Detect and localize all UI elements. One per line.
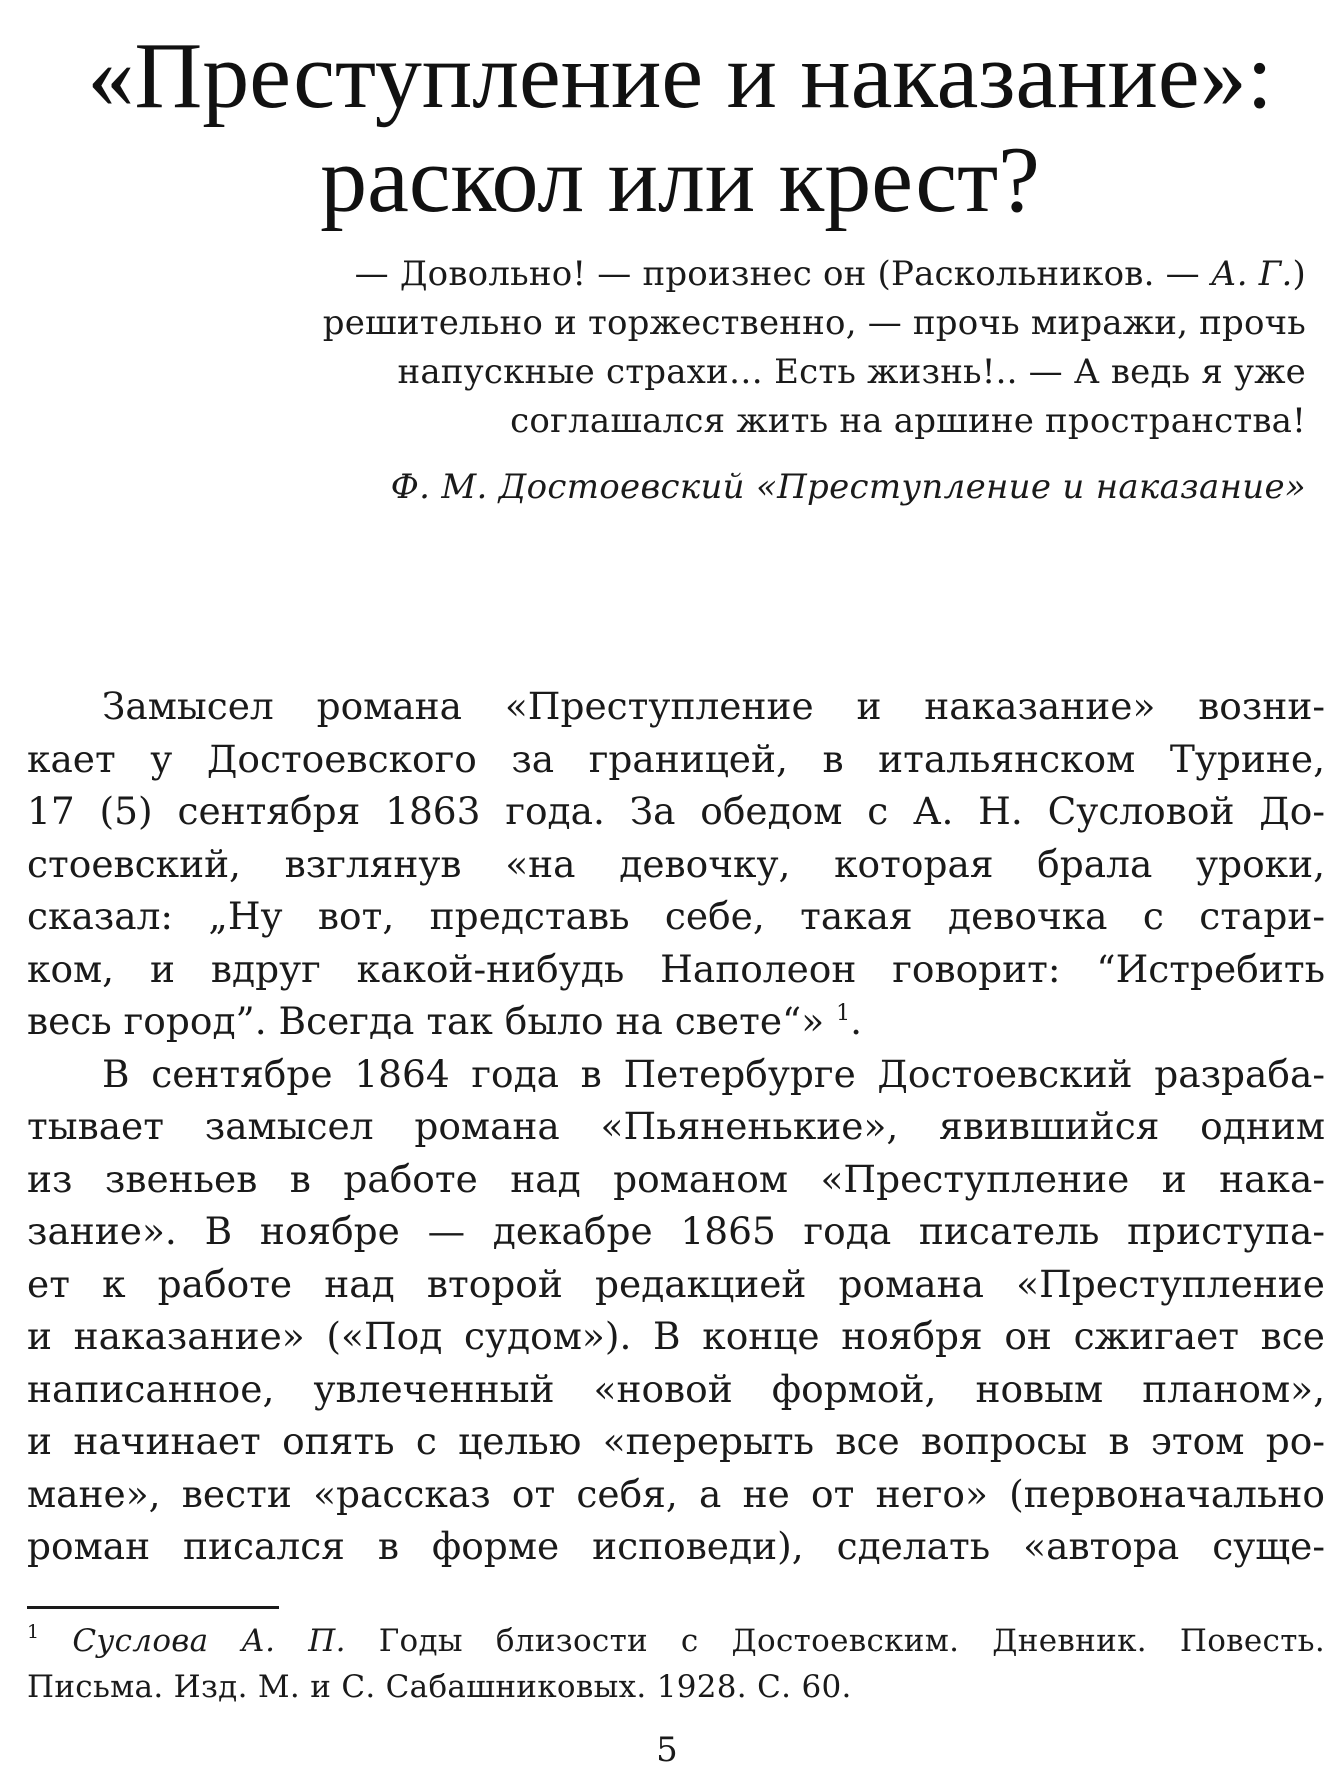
- chapter-title-line-1: «Преступление и наказание»:: [87, 24, 1273, 128]
- paragraph-2-line: тывает замысел романа «Пьяненькие», явившийся одним: [27, 1104, 1325, 1148]
- paragraph-2-line: написанное, увлеченный «новой формой, новым планом»,: [27, 1366, 1325, 1411]
- footnote-line-1-rest: Годы близости с Достоевским. Дневник. Повесть.: [345, 1623, 1325, 1659]
- chapter-title-line-2: раскол или крест?: [320, 128, 1040, 232]
- epigraph-line-3: напускные страхи… Есть жизнь!.. — А ведь я уже: [397, 352, 1306, 392]
- footnote-author: Суслова А. П.: [72, 1623, 346, 1659]
- paragraph-2-line: ет к работе над второй редакцией романа «Преступление: [27, 1261, 1325, 1306]
- body-text: [27, 680, 1325, 1573]
- epigraph: [226, 250, 1306, 446]
- footnote-marker: 1: [27, 1621, 40, 1643]
- epigraph-line-4: соглашался жить на аршине пространства!: [510, 401, 1306, 441]
- footnote: [27, 1618, 1325, 1710]
- paragraph-2-line: и начинает опять с целью «перерыть все вопросы в этом ро-: [27, 1419, 1325, 1463]
- epigraph-initials: А. Г.: [1210, 254, 1293, 294]
- paragraph-2-line: В сентябре 1864 года в Петербурге Достоевский разраба-: [102, 1051, 1325, 1096]
- footnote-line-1: [27, 1618, 1325, 1664]
- epigraph-line-1: [226, 250, 1306, 299]
- footnote-reference[interactable]: 1: [836, 1001, 851, 1026]
- paragraph-1-end: .: [850, 999, 862, 1043]
- paragraph-2-line: роман писался в форме исповеди), сделать «автора суще-: [27, 1524, 1325, 1568]
- paragraph-1-line: Замысел романа «Преступление и наказание» возни-: [102, 684, 1325, 728]
- epigraph-source: Ф. М. Достоевский «Преступление и наказание»: [390, 467, 1306, 507]
- paragraph-2-line: мане», вести «рассказ от себя, а не от него» (первоначально: [27, 1471, 1325, 1516]
- paragraph-2-line: из звеньев в работе над романом «Преступление и нака-: [27, 1156, 1325, 1201]
- paragraph-1-last-line: [27, 995, 1325, 1048]
- footnote-line-2: Письма. Изд. М. и С. Сабашниковых. 1928. С. 60.: [27, 1669, 852, 1705]
- paragraph-1-line: стоевский, взглянув «на девочку, которая брала уроки,: [27, 841, 1325, 886]
- chapter-title: [60, 24, 1300, 232]
- epigraph-line-1-close: ): [1292, 254, 1306, 294]
- footnote-divider: [27, 1606, 279, 1609]
- paragraph-1-line: 17 (5) сентября 1863 года. За обедом с А. Н. Сусловой До-: [27, 789, 1325, 833]
- page-number: 5: [656, 1730, 678, 1770]
- paragraph-1-line: сказал: „Ну вот, представь себе, такая девочка с стари-: [27, 894, 1325, 938]
- paragraph-1-last-text: весь город”. Всегда так было на свете“»: [27, 999, 837, 1043]
- paragraph-1-line: кает у Достоевского за границей, в итальянском Турине,: [27, 736, 1325, 781]
- epigraph-line-2: решительно и торжественно, — прочь миражи, прочь: [322, 303, 1306, 343]
- epigraph-line-1-text: — Довольно! — произнес он (Раскольников. —: [354, 254, 1211, 294]
- paragraph-1-line: ком, и вдруг какой-нибудь Наполеон говорит: “Истребить: [27, 946, 1325, 991]
- paragraph-2-line: и наказание» («Под судом»). В конце ноября он сжигает все: [27, 1314, 1325, 1358]
- paragraph-2-line: зание». В ноябре — декабре 1865 года писатель приступа-: [27, 1209, 1325, 1253]
